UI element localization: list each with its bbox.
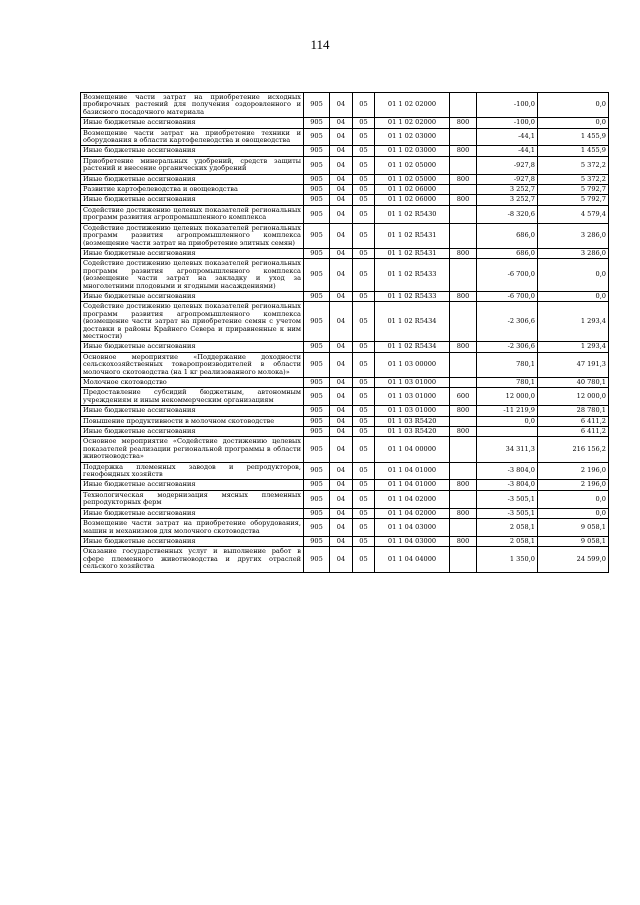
section-code-cell: 04 (330, 93, 353, 118)
amount-total-cell: 5 372,2 (538, 156, 609, 174)
section-code-cell: 04 (330, 437, 353, 462)
expense-name-cell: Содействие достижению целевых показателей региональных программ развития агропромышленного комплекса (возмещение части затрат на приобретение элитных семян) (81, 223, 304, 248)
target-article-cell: 01 1 04 02000 (375, 490, 450, 508)
table-row (81, 291, 609, 301)
amount-change-cell: 780,1 (477, 378, 538, 388)
section-code-cell: 04 (330, 174, 353, 184)
admin-code-cell: 905 (304, 406, 330, 416)
subsection-code-cell: 05 (353, 437, 375, 462)
table-row (81, 480, 609, 490)
subsection-code-cell: 05 (353, 519, 375, 537)
amount-total-cell: 40 780,1 (538, 378, 609, 388)
expense-name-cell: Иные бюджетные ассигнования (81, 146, 304, 156)
admin-code-cell: 905 (304, 223, 330, 248)
subsection-code-cell: 05 (353, 146, 375, 156)
subsection-code-cell: 05 (353, 490, 375, 508)
expense-name-cell: Иные бюджетные ассигнования (81, 406, 304, 416)
subsection-code-cell: 05 (353, 223, 375, 248)
expense-name-cell: Содействие достижению целевых показателей региональных программ развития агропромышленного комплекса (возмещение части затрат на приобретение семян с учетом доставки в районы Крайнего Севера и приравненные к ним местности) (81, 302, 304, 342)
amount-change-cell: -927,8 (477, 156, 538, 174)
page-number: 114 (310, 37, 330, 52)
section-code-cell: 04 (330, 480, 353, 490)
table-row (81, 352, 609, 377)
section-code-cell: 04 (330, 205, 353, 223)
section-code-cell: 04 (330, 352, 353, 377)
amount-change-cell: -2 306,6 (477, 302, 538, 342)
amount-total-cell: 0,0 (538, 93, 609, 118)
amount-total-cell: 2 196,0 (538, 480, 609, 490)
amount-change-cell: 34 311,3 (477, 437, 538, 462)
admin-code-cell: 905 (304, 146, 330, 156)
amount-change-cell: -100,0 (477, 93, 538, 118)
section-code-cell: 04 (330, 146, 353, 156)
amount-change-cell: -100,0 (477, 118, 538, 128)
subsection-code-cell: 05 (353, 378, 375, 388)
table-row (81, 462, 609, 480)
table-row (81, 259, 609, 292)
amount-total-cell: 216 156,2 (538, 437, 609, 462)
expense-type-cell (450, 352, 477, 377)
admin-code-cell: 905 (304, 128, 330, 146)
amount-change-cell: -11 219,9 (477, 406, 538, 416)
section-code-cell: 04 (330, 378, 353, 388)
expense-name-cell: Возмещение части затрат на приобретение исходных пробирочных растений для получения оздоровленного и базисного посадочного материала (81, 93, 304, 118)
admin-code-cell: 905 (304, 547, 330, 572)
admin-code-cell: 905 (304, 195, 330, 205)
admin-code-cell: 905 (304, 378, 330, 388)
admin-code-cell: 905 (304, 352, 330, 377)
expense-name-cell: Иные бюджетные ассигнования (81, 248, 304, 258)
target-article-cell: 01 1 04 02000 (375, 508, 450, 518)
budget-allocation-table (80, 92, 609, 573)
table-row (81, 519, 609, 537)
amount-total-cell: 4 579,4 (538, 205, 609, 223)
expense-name-cell: Иные бюджетные ассигнования (81, 427, 304, 437)
expense-type-cell: 800 (450, 291, 477, 301)
expense-type-cell (450, 519, 477, 537)
section-code-cell: 04 (330, 248, 353, 258)
amount-total-cell: 28 780,1 (538, 406, 609, 416)
amount-total-cell: 9 058,1 (538, 536, 609, 546)
subsection-code-cell: 05 (353, 128, 375, 146)
table-row (81, 406, 609, 416)
expense-name-cell: Технологическая модернизация мясных племенных репродукторных ферм (81, 490, 304, 508)
amount-change-cell: 2 058,1 (477, 519, 538, 537)
expense-type-cell (450, 205, 477, 223)
expense-type-cell (450, 93, 477, 118)
expense-type-cell: 800 (450, 427, 477, 437)
target-article-cell: 01 1 03 01000 (375, 388, 450, 406)
table-row (81, 185, 609, 195)
table-row (81, 302, 609, 342)
subsection-code-cell: 05 (353, 93, 375, 118)
section-code-cell: 04 (330, 536, 353, 546)
table-row (81, 156, 609, 174)
amount-total-cell: 9 058,1 (538, 519, 609, 537)
amount-change-cell: 12 000,0 (477, 388, 538, 406)
subsection-code-cell: 05 (353, 185, 375, 195)
expense-name-cell: Иные бюджетные ассигнования (81, 342, 304, 352)
amount-change-cell: -8 320,6 (477, 205, 538, 223)
amount-total-cell: 6 411,2 (538, 427, 609, 437)
section-code-cell: 04 (330, 302, 353, 342)
section-code-cell: 04 (330, 259, 353, 292)
amount-change-cell: -44,1 (477, 128, 538, 146)
admin-code-cell: 905 (304, 416, 330, 426)
section-code-cell: 04 (330, 223, 353, 248)
amount-change-cell: -2 306,6 (477, 342, 538, 352)
target-article-cell: 01 1 02 R5434 (375, 302, 450, 342)
section-code-cell: 04 (330, 388, 353, 406)
amount-total-cell: 0,0 (538, 508, 609, 518)
table-row (81, 93, 609, 118)
expense-name-cell: Развитие картофелеводства и овощеводства (81, 185, 304, 195)
section-code-cell: 04 (330, 185, 353, 195)
section-code-cell: 04 (330, 519, 353, 537)
admin-code-cell: 905 (304, 427, 330, 437)
expense-name-cell: Основное мероприятие «Поддержание доходности сельскохозяйственных товаропроизводителей в области молочного скотоводства (на 1 кг реализованного молока)» (81, 352, 304, 377)
admin-code-cell: 905 (304, 185, 330, 195)
table-body (81, 93, 609, 573)
amount-change-cell: -44,1 (477, 146, 538, 156)
amount-change-cell: -927,8 (477, 174, 538, 184)
table-row (81, 547, 609, 572)
expense-name-cell: Иные бюджетные ассигнования (81, 508, 304, 518)
amount-total-cell: 3 286,0 (538, 248, 609, 258)
subsection-code-cell: 05 (353, 508, 375, 518)
target-article-cell: 01 1 04 03000 (375, 519, 450, 537)
amount-total-cell: 12 000,0 (538, 388, 609, 406)
section-code-cell: 04 (330, 128, 353, 146)
expense-type-cell (450, 462, 477, 480)
target-article-cell: 01 1 02 05000 (375, 156, 450, 174)
expense-type-cell: 800 (450, 342, 477, 352)
target-article-cell: 01 1 04 01000 (375, 462, 450, 480)
table-row (81, 416, 609, 426)
expense-type-cell (450, 547, 477, 572)
amount-change-cell: 3 252,7 (477, 195, 538, 205)
target-article-cell: 01 1 04 04000 (375, 547, 450, 572)
expense-name-cell: Иные бюджетные ассигнования (81, 174, 304, 184)
expense-type-cell: 800 (450, 118, 477, 128)
amount-change-cell: 3 252,7 (477, 185, 538, 195)
table-row (81, 118, 609, 128)
admin-code-cell: 905 (304, 302, 330, 342)
admin-code-cell: 905 (304, 205, 330, 223)
table-row (81, 146, 609, 156)
expense-name-cell: Повышение продуктивности в молочном скотоводстве (81, 416, 304, 426)
expense-type-cell (450, 416, 477, 426)
amount-change-cell: -6 700,0 (477, 259, 538, 292)
expense-name-cell: Иные бюджетные ассигнования (81, 480, 304, 490)
expense-type-cell: 800 (450, 480, 477, 490)
admin-code-cell: 905 (304, 93, 330, 118)
table-row (81, 174, 609, 184)
section-code-cell: 04 (330, 462, 353, 480)
target-article-cell: 01 1 02 R5434 (375, 342, 450, 352)
expense-type-cell (450, 490, 477, 508)
admin-code-cell: 905 (304, 490, 330, 508)
admin-code-cell: 905 (304, 174, 330, 184)
amount-total-cell: 0,0 (538, 118, 609, 128)
subsection-code-cell: 05 (353, 480, 375, 490)
subsection-code-cell: 05 (353, 352, 375, 377)
expense-type-cell (450, 302, 477, 342)
admin-code-cell: 905 (304, 156, 330, 174)
amount-total-cell: 0,0 (538, 259, 609, 292)
section-code-cell: 04 (330, 547, 353, 572)
expense-name-cell: Оказание государственных услуг и выполнение работ в сфере племенного животноводства и других отраслей сельского хозяйства (81, 547, 304, 572)
amount-total-cell: 47 191,3 (538, 352, 609, 377)
expense-type-cell: 800 (450, 536, 477, 546)
target-article-cell: 01 1 04 01000 (375, 480, 450, 490)
target-article-cell: 01 1 02 02000 (375, 118, 450, 128)
target-article-cell: 01 1 04 00000 (375, 437, 450, 462)
subsection-code-cell: 05 (353, 174, 375, 184)
subsection-code-cell: 05 (353, 195, 375, 205)
target-article-cell: 01 1 02 R5430 (375, 205, 450, 223)
amount-total-cell: 5 372,2 (538, 174, 609, 184)
amount-change-cell: 780,1 (477, 352, 538, 377)
admin-code-cell: 905 (304, 480, 330, 490)
amount-change-cell (477, 427, 538, 437)
expense-name-cell: Содействие достижению целевых показателей региональных программ развития агропромышленного комплекса (возмещение части затрат на закладку и уход за многолетними плодовыми и ягодными насаждениями) (81, 259, 304, 292)
expense-type-cell (450, 223, 477, 248)
subsection-code-cell: 05 (353, 427, 375, 437)
target-article-cell: 01 1 03 R5420 (375, 416, 450, 426)
admin-code-cell: 905 (304, 388, 330, 406)
expense-name-cell: Предоставление субсидий бюджетным, автономным учреждениям и иным некоммерческим организациям (81, 388, 304, 406)
amount-change-cell: 1 350,0 (477, 547, 538, 572)
amount-total-cell: 0,0 (538, 490, 609, 508)
subsection-code-cell: 05 (353, 205, 375, 223)
table-row (81, 223, 609, 248)
table-row (81, 508, 609, 518)
target-article-cell: 01 1 02 06000 (375, 185, 450, 195)
subsection-code-cell: 05 (353, 291, 375, 301)
target-article-cell: 01 1 03 01000 (375, 378, 450, 388)
expense-name-cell: Иные бюджетные ассигнования (81, 291, 304, 301)
amount-change-cell: -3 505,1 (477, 490, 538, 508)
admin-code-cell: 905 (304, 536, 330, 546)
section-code-cell: 04 (330, 416, 353, 426)
admin-code-cell: 905 (304, 508, 330, 518)
section-code-cell: 04 (330, 490, 353, 508)
target-article-cell: 01 1 03 00000 (375, 352, 450, 377)
subsection-code-cell: 05 (353, 302, 375, 342)
amount-change-cell: 686,0 (477, 248, 538, 258)
admin-code-cell: 905 (304, 259, 330, 292)
table-row (81, 427, 609, 437)
subsection-code-cell: 05 (353, 342, 375, 352)
amount-change-cell: -3 804,0 (477, 462, 538, 480)
section-code-cell: 04 (330, 342, 353, 352)
expense-type-cell (450, 378, 477, 388)
admin-code-cell: 905 (304, 291, 330, 301)
target-article-cell: 01 1 03 R5420 (375, 427, 450, 437)
amount-total-cell: 5 792,7 (538, 185, 609, 195)
section-code-cell: 04 (330, 508, 353, 518)
subsection-code-cell: 05 (353, 156, 375, 174)
subsection-code-cell: 05 (353, 547, 375, 572)
amount-total-cell: 3 286,0 (538, 223, 609, 248)
expense-type-cell: 600 (450, 388, 477, 406)
expense-type-cell (450, 128, 477, 146)
amount-total-cell: 1 293,4 (538, 302, 609, 342)
amount-change-cell: -6 700,0 (477, 291, 538, 301)
amount-total-cell: 1 455,9 (538, 128, 609, 146)
subsection-code-cell: 05 (353, 536, 375, 546)
target-article-cell: 01 1 02 R5433 (375, 291, 450, 301)
amount-total-cell: 1 455,9 (538, 146, 609, 156)
target-article-cell: 01 1 02 03000 (375, 128, 450, 146)
table-row (81, 128, 609, 146)
expense-type-cell (450, 185, 477, 195)
table-row (81, 195, 609, 205)
amount-total-cell: 24 599,0 (538, 547, 609, 572)
table-row (81, 388, 609, 406)
target-article-cell: 01 1 02 R5431 (375, 223, 450, 248)
amount-change-cell: -3 804,0 (477, 480, 538, 490)
section-code-cell: 04 (330, 195, 353, 205)
admin-code-cell: 905 (304, 342, 330, 352)
expense-name-cell: Иные бюджетные ассигнования (81, 195, 304, 205)
expense-name-cell: Приобретение минеральных удобрений, средств защиты растений и внесение органических удобрений (81, 156, 304, 174)
amount-total-cell: 2 196,0 (538, 462, 609, 480)
subsection-code-cell: 05 (353, 416, 375, 426)
admin-code-cell: 905 (304, 519, 330, 537)
admin-code-cell: 905 (304, 248, 330, 258)
subsection-code-cell: 05 (353, 259, 375, 292)
expense-type-cell (450, 437, 477, 462)
subsection-code-cell: 05 (353, 118, 375, 128)
section-code-cell: 04 (330, 156, 353, 174)
admin-code-cell: 905 (304, 437, 330, 462)
amount-change-cell: -3 505,1 (477, 508, 538, 518)
table-row (81, 437, 609, 462)
expense-name-cell: Основное мероприятие «Содействие достижению целевых показателей реализации региональной программы в области животноводства» (81, 437, 304, 462)
expense-name-cell: Содействие достижению целевых показателей региональных программ развития агропромышленного комплекса (81, 205, 304, 223)
expense-name-cell: Поддержка племенных заводов и репродукторов, генофондных хозяйств (81, 462, 304, 480)
amount-change-cell: 686,0 (477, 223, 538, 248)
expense-type-cell: 800 (450, 146, 477, 156)
expense-type-cell (450, 156, 477, 174)
table-row (81, 536, 609, 546)
expense-type-cell: 800 (450, 508, 477, 518)
expense-name-cell: Возмещение части затрат на приобретение техники и оборудования в области картофелеводства и овощеводства (81, 128, 304, 146)
table-row (81, 205, 609, 223)
amount-change-cell: 2 058,1 (477, 536, 538, 546)
table-row (81, 342, 609, 352)
target-article-cell: 01 1 02 05000 (375, 174, 450, 184)
expense-type-cell: 800 (450, 174, 477, 184)
target-article-cell: 01 1 02 06000 (375, 195, 450, 205)
expense-name-cell: Молочное скотоводство (81, 378, 304, 388)
admin-code-cell: 905 (304, 118, 330, 128)
section-code-cell: 04 (330, 118, 353, 128)
target-article-cell: 01 1 02 03000 (375, 146, 450, 156)
amount-total-cell: 6 411,2 (538, 416, 609, 426)
admin-code-cell: 905 (304, 462, 330, 480)
target-article-cell: 01 1 02 R5431 (375, 248, 450, 258)
target-article-cell: 01 1 02 02000 (375, 93, 450, 118)
amount-total-cell: 0,0 (538, 291, 609, 301)
target-article-cell: 01 1 04 03000 (375, 536, 450, 546)
subsection-code-cell: 05 (353, 388, 375, 406)
target-article-cell: 01 1 02 R5433 (375, 259, 450, 292)
expense-name-cell: Иные бюджетные ассигнования (81, 118, 304, 128)
section-code-cell: 04 (330, 406, 353, 416)
section-code-cell: 04 (330, 427, 353, 437)
section-code-cell: 04 (330, 291, 353, 301)
table-row (81, 378, 609, 388)
table-row (81, 490, 609, 508)
amount-total-cell: 1 293,4 (538, 342, 609, 352)
subsection-code-cell: 05 (353, 248, 375, 258)
expense-type-cell (450, 259, 477, 292)
expense-type-cell: 800 (450, 195, 477, 205)
subsection-code-cell: 05 (353, 462, 375, 480)
expense-name-cell: Иные бюджетные ассигнования (81, 536, 304, 546)
expense-name-cell: Возмещение части затрат на приобретение оборудования, машин и механизмов для молочного скотоводства (81, 519, 304, 537)
amount-total-cell: 5 792,7 (538, 195, 609, 205)
expense-type-cell: 800 (450, 248, 477, 258)
amount-change-cell: 0,0 (477, 416, 538, 426)
table-row (81, 248, 609, 258)
target-article-cell: 01 1 03 01000 (375, 406, 450, 416)
expense-type-cell: 800 (450, 406, 477, 416)
subsection-code-cell: 05 (353, 406, 375, 416)
